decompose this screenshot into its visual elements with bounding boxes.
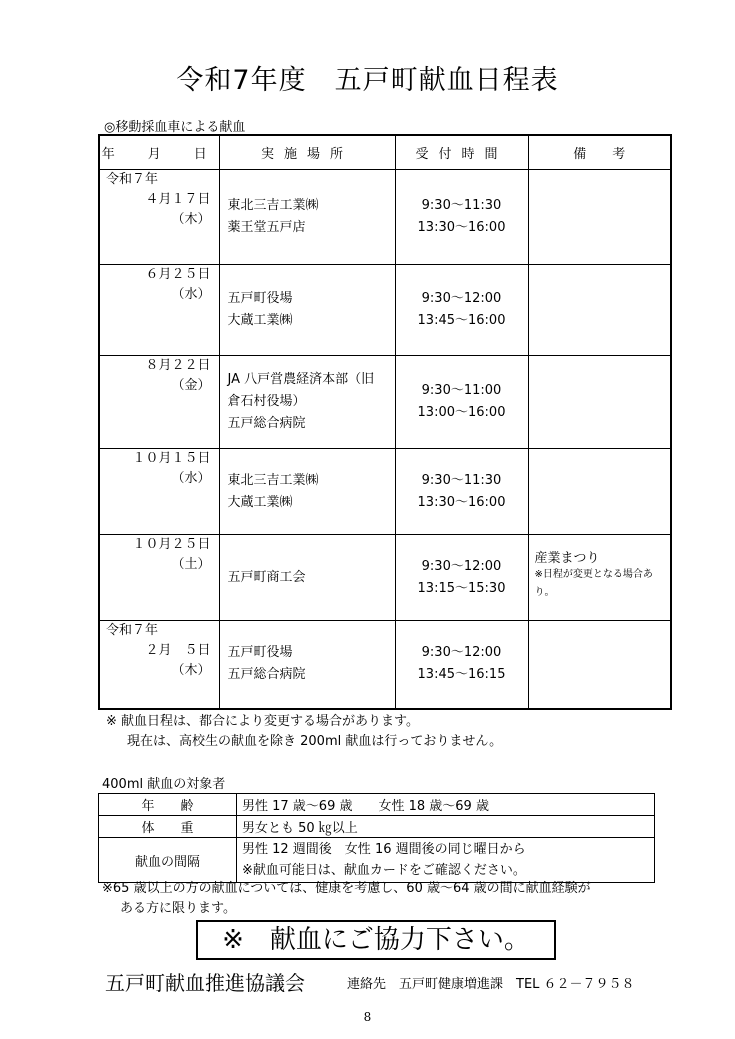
eligibility-row-weight [99, 816, 655, 838]
schedule-time [395, 356, 528, 449]
time-line: 13:45～16:00 [417, 313, 506, 328]
schedule-date [99, 449, 219, 535]
schedule-weekday: （水） [171, 287, 211, 302]
place-line: 倉石村役場） [227, 394, 306, 409]
schedule-note [528, 535, 671, 621]
schedule-place [219, 265, 395, 356]
time-line: 13:15～15:30 [417, 580, 506, 596]
schedule-weekday: （木） [171, 212, 211, 227]
schedule-row [99, 535, 671, 621]
time-line: 13:45～16:15 [417, 667, 506, 683]
schedule-row [99, 621, 671, 709]
note-main: 産業まつり [534, 551, 600, 566]
schedule-date-text: ６月２５日 [145, 267, 211, 282]
page-number: 8 [363, 1010, 372, 1024]
schedule-row [99, 449, 671, 535]
schedule-era: 令和７年 [106, 172, 159, 187]
time-line: 13:30～16:00 [417, 220, 506, 235]
header-place: 実施場所 [219, 135, 395, 170]
schedule-place [219, 170, 395, 265]
schedule-date [99, 170, 219, 265]
section-label: ◎移動採血車による献血 [104, 120, 246, 135]
time-line: 9:30～11:00 [421, 383, 502, 398]
schedule-time [395, 535, 528, 621]
schedule-note [528, 621, 671, 709]
eligibility-value-interval [237, 838, 655, 883]
note-sub: ※日程が変更となる場合あり。 [534, 569, 653, 598]
schedule-place [219, 449, 395, 535]
schedule-date-text: ４月１７日 [145, 192, 211, 207]
schedule-place [219, 535, 395, 621]
schedule-place [219, 356, 395, 449]
place-line: JA 八戸営農経済本部（旧 [227, 372, 375, 387]
schedule-date-text: １０月２５日 [132, 537, 211, 552]
header-date: 年 月 日 [99, 135, 219, 170]
schedule-row [99, 356, 671, 449]
eligibility-value-age: 男性 17 歳～69 歳 女性 18 歳～69 歳 [237, 794, 655, 816]
time-line: 9:30～12:00 [421, 291, 502, 306]
schedule-note [528, 449, 671, 535]
eligibility-title: 400ml 献血の対象者 [102, 777, 226, 792]
eligibility-value-weight: 男女とも 50 ㎏以上 [237, 816, 655, 838]
schedule-date [99, 265, 219, 356]
page-title: 令和7年度 五戸町献血日程表 [176, 65, 559, 96]
schedule-place [219, 621, 395, 709]
schedule-date [99, 356, 219, 449]
eligibility-table [98, 793, 655, 883]
donation-banner: ※ 献血にご協力下さい。 [196, 920, 556, 960]
header-time: 受付時間 [395, 135, 528, 170]
schedule-note [528, 170, 671, 265]
header-notes: 備 考 [528, 135, 671, 170]
schedule-weekday: （土） [171, 557, 211, 572]
place-line: 五戸総合病院 [227, 667, 306, 683]
schedule-time [395, 621, 528, 709]
place-line: 大蔵工業㈱ [227, 494, 293, 510]
time-line: 13:30～16:00 [417, 494, 506, 510]
schedule-time [395, 170, 528, 265]
contact-info: 連絡先 五戸町健康増進課 TEL ６２－７９５８ [347, 977, 635, 992]
place-line: 五戸町役場 [227, 291, 293, 306]
place-line: 東北三吉工業㈱ [227, 198, 319, 213]
interval-line: ※献血可能日は、献血カードをご確認ください。 [242, 863, 526, 878]
place-line: 東北三吉工業㈱ [227, 472, 319, 488]
schedule-date-text: ２月 ５日 [145, 643, 211, 658]
eligibility-row-age [99, 794, 655, 816]
schedule-weekday: （金） [171, 378, 211, 393]
place-line: 薬王堂五戸店 [227, 220, 306, 235]
time-line: 9:30～11:30 [421, 198, 502, 213]
eligibility-row-interval [99, 838, 655, 883]
time-line: 9:30～12:00 [421, 645, 502, 661]
time-line: 13:00～16:00 [417, 405, 506, 420]
footnote-schedule-change: ※ 献血日程は、都合により変更する場合があります。 [106, 714, 419, 729]
schedule-date [99, 621, 219, 709]
eligibility-label-age: 年 齢 [99, 794, 237, 816]
schedule-date-text: １０月１５日 [132, 451, 211, 466]
schedule-weekday: （木） [171, 663, 211, 678]
schedule-table [98, 134, 672, 710]
schedule-date [99, 535, 219, 621]
schedule-row [99, 265, 671, 356]
schedule-time [395, 265, 528, 356]
schedule-weekday: （水） [171, 471, 211, 486]
schedule-time [395, 449, 528, 535]
age-note-cont: ある方に限ります。 [120, 901, 236, 916]
eligibility-label-interval: 献血の間隔 [99, 838, 237, 883]
place-line: 五戸町役場 [227, 645, 293, 661]
interval-line: 男性 12 週間後 女性 16 週間後の同じ曜日から [242, 842, 526, 857]
organization-name: 五戸町献血推進協議会 [105, 971, 305, 995]
schedule-note [528, 356, 671, 449]
schedule-date-text: ８月２２日 [145, 358, 211, 373]
schedule-row [99, 170, 671, 265]
time-line: 9:30～11:30 [421, 472, 502, 488]
time-line: 9:30～12:00 [421, 558, 502, 574]
footnote-200ml: 現在は、高校生の献血を除き 200ml 献血は行っておりません。 [127, 734, 503, 749]
age-note: ※65 歳以上の方の献血については、健康を考慮し、60 歳～64 歳の間に献血経験が [102, 881, 591, 896]
place-line: 大蔵工業㈱ [227, 313, 293, 328]
schedule-era: 令和７年 [106, 623, 159, 638]
place-line: 五戸町商工会 [227, 569, 306, 585]
eligibility-label-weight: 体 重 [99, 816, 237, 838]
place-line: 五戸総合病院 [227, 416, 306, 431]
schedule-note [528, 265, 671, 356]
